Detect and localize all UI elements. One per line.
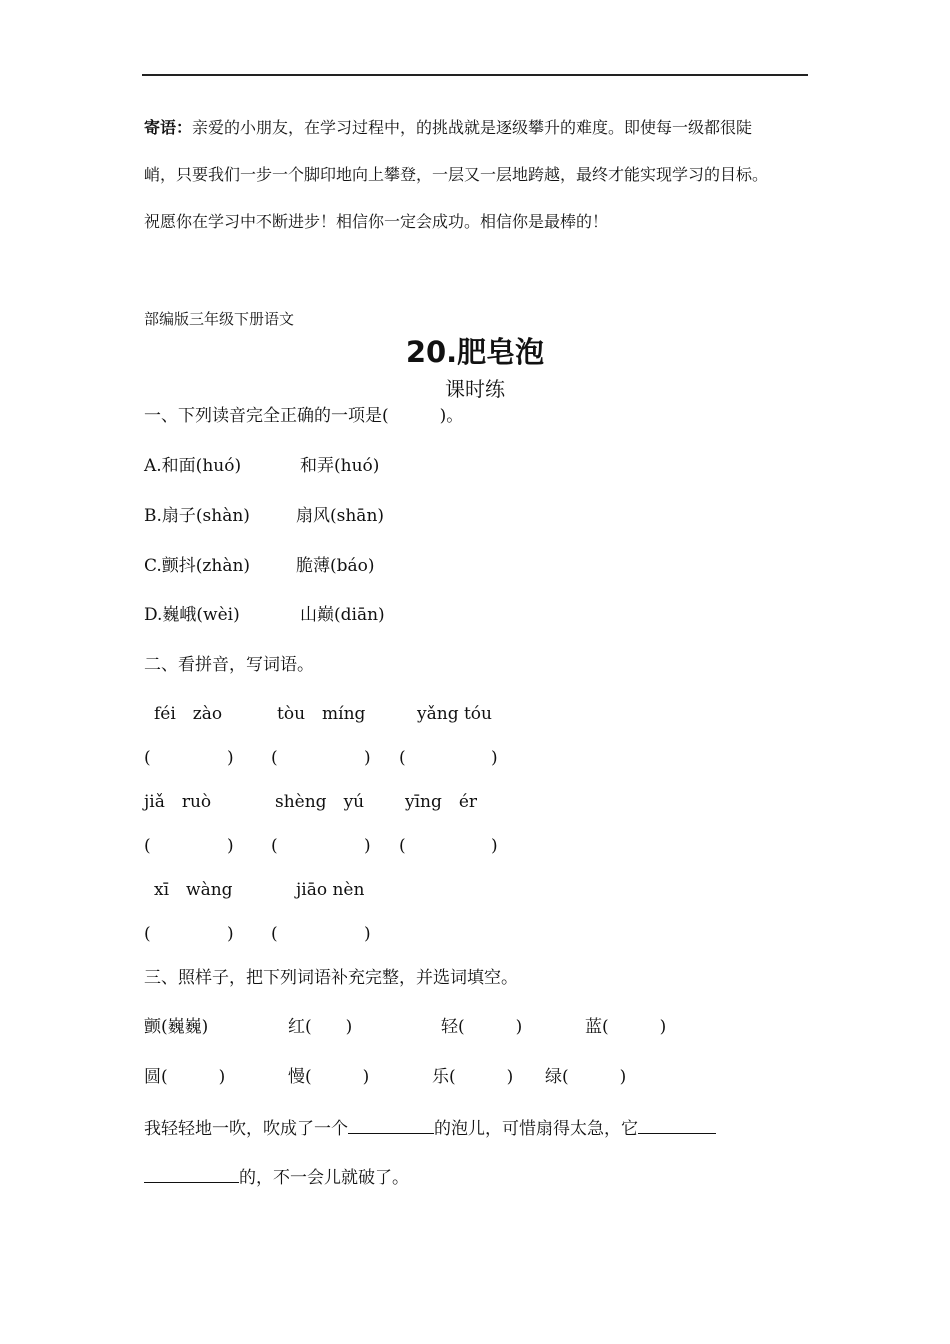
q3-sentence-line-1: 我轻轻地一吹，吹成了一个 的泡儿，可惜扇得太急，它: [144, 1117, 716, 1139]
q3-sentence-line-2: 的，不一会儿就破了。: [144, 1166, 409, 1188]
page-subtitle: 课时练: [445, 377, 505, 401]
q1-option-c-word2: 脆薄(báo): [296, 556, 375, 576]
q1-heading: 一、下列读音完全正确的一项是( )。: [144, 406, 464, 426]
q2-pinyin-6: yīng ér: [405, 792, 478, 812]
q2-answer-box-4-open: (: [144, 836, 151, 856]
q3-example: 颤(巍巍): [144, 1017, 209, 1037]
q2-answer-box-6-open: (: [399, 836, 406, 856]
q2-answer-box-5-close: ): [364, 836, 371, 856]
q2-answer-box-7-close: ): [227, 924, 234, 944]
q3-item-green: 绿( ): [545, 1067, 627, 1087]
q2-answer-box-1-open: (: [144, 748, 151, 768]
dedication-line-1: 寄语：亲爱的小朋友，在学习过程中，的挑战就是逐级攀升的难度。即使每一级都很陡: [144, 118, 753, 137]
q1-option-d-word1: D.巍峨(wèi): [144, 605, 240, 625]
q2-pinyin-7: xī wàng: [154, 880, 233, 900]
q2-answer-box-5-open: (: [271, 836, 278, 856]
q2-pinyin-4: jiǎ ruò: [144, 792, 212, 812]
q2-pinyin-1: féi zào: [154, 704, 223, 724]
q2-answer-box-8-close: ): [364, 924, 371, 944]
q2-answer-box-4-close: ): [227, 836, 234, 856]
header-rule: [142, 74, 808, 76]
fill-blank-1[interactable]: [348, 1117, 434, 1134]
dedication-label: 寄语：: [144, 118, 193, 137]
fill-blank-2-continued[interactable]: [144, 1166, 239, 1183]
q2-pinyin-2: tòu míng: [277, 704, 366, 724]
q1-option-d-word2: 山巅(diān): [300, 605, 385, 625]
q2-answer-box-2-close: ): [364, 748, 371, 768]
q2-heading: 二、看拼音，写词语。: [144, 655, 314, 675]
q3-item-red: 红( ): [288, 1017, 353, 1037]
q1-option-b-word1: B.扇子(shàn): [144, 506, 250, 526]
q3-item-round: 圆( ): [144, 1067, 226, 1087]
q3-heading: 三、照样子，把下列词语补充完整，并选词填空。: [144, 968, 518, 988]
q2-answer-box-6-close: ): [491, 836, 498, 856]
q1-option-a-word2: 和弄(huó): [300, 456, 380, 476]
q3-item-blue: 蓝( ): [585, 1017, 667, 1037]
q1-option-b-word2: 扇风(shān): [296, 506, 385, 526]
q2-pinyin-3: yǎng tóu: [417, 704, 492, 724]
q2-answer-box-2-open: (: [271, 748, 278, 768]
q2-answer-box-3-close: ): [491, 748, 498, 768]
dedication-line-3: 祝愿你在学习中不断进步！相信你一定会成功。相信你是最棒的！: [144, 212, 609, 231]
fill-blank-2[interactable]: [638, 1117, 716, 1134]
q1-option-a-word1: A.和面(huó): [144, 456, 242, 476]
q2-answer-box-7-open: (: [144, 924, 151, 944]
q2-answer-box-8-open: (: [271, 924, 278, 944]
q2-pinyin-8: jiāo nèn: [296, 880, 365, 900]
q3-item-happy: 乐( ): [432, 1067, 514, 1087]
q2-answer-box-3-open: (: [399, 748, 406, 768]
page-title: 20.肥皂泡: [405, 335, 545, 369]
q2-pinyin-5: shèng yú: [275, 792, 365, 812]
q3-item-light: 轻( ): [441, 1017, 523, 1037]
dedication-line-2: 峭，只要我们一步一个脚印地向上攀登，一层又一层地跨越，最终才能实现学习的目标。: [144, 165, 769, 184]
subject-label: 部编版三年级下册语文: [144, 310, 295, 328]
q3-item-slow: 慢( ): [288, 1067, 370, 1087]
q1-option-c-word1: C.颤抖(zhàn): [144, 556, 251, 576]
q2-answer-box-1-close: ): [227, 748, 234, 768]
